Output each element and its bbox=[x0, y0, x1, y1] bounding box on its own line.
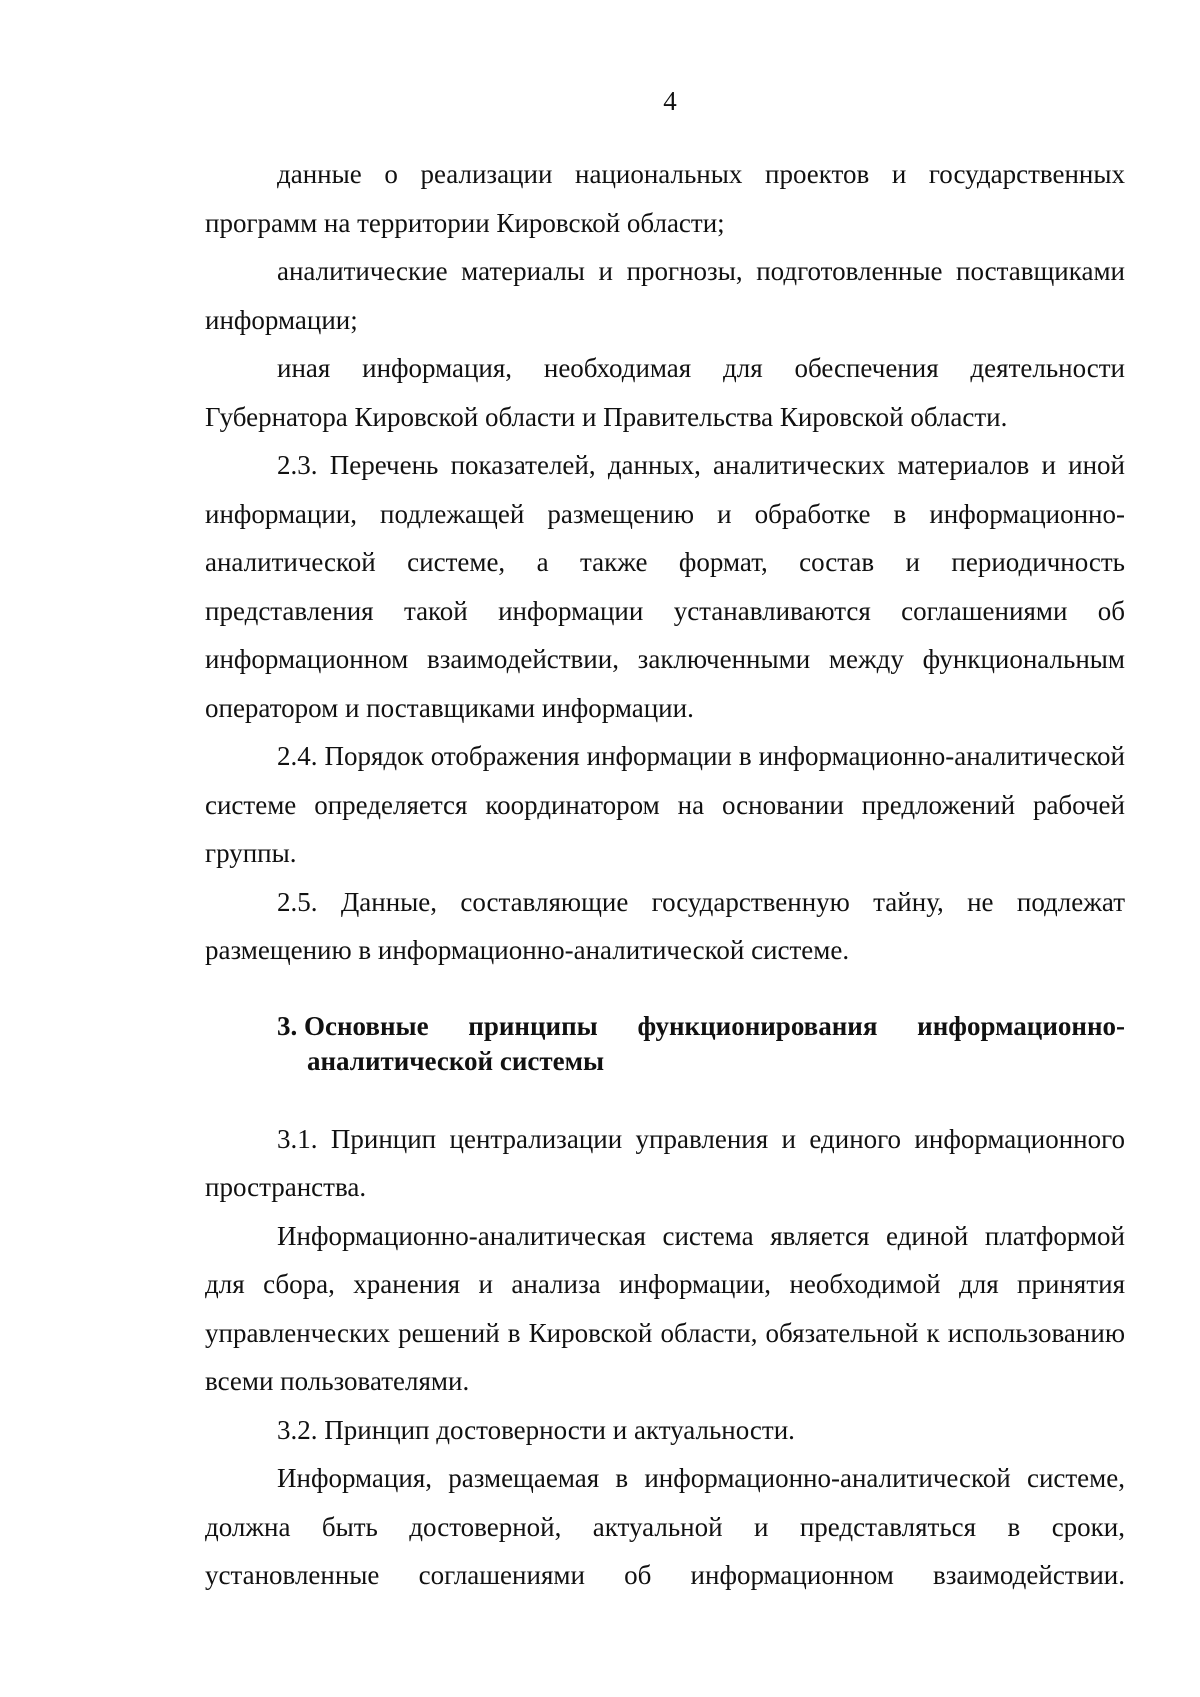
section-heading-word: функционирования bbox=[637, 1010, 878, 1041]
paragraph-3-1: 3.1. Принцип централизации управления и единого информационного пространства. bbox=[205, 1123, 1125, 1202]
section-heading bbox=[205, 1009, 1125, 1079]
paragraph: иная информация, необходимая для обеспечения деятельности Губернатора Кировской области и Правительства Кировской области. bbox=[205, 353, 1125, 432]
paragraph: аналитические материалы и прогнозы, подготовленные поставщиками информации; bbox=[205, 256, 1125, 335]
paragraph-3-2: 3.2. Принцип достоверности и актуальности. bbox=[277, 1414, 795, 1445]
section-heading-number: 3. bbox=[277, 1010, 298, 1041]
section-heading-word: информационно- bbox=[917, 1010, 1125, 1041]
section-heading-word: принципы bbox=[468, 1010, 598, 1041]
paragraph: данные о реализации национальных проектов и государственных программ на территории Кировской области; bbox=[205, 159, 1125, 238]
section-heading-line-2: аналитической системы bbox=[307, 1045, 605, 1076]
section-heading-line-1 bbox=[277, 1009, 1125, 1044]
paragraph: Информация, размещаемая в информационно-аналитической системе, должна быть достоверной, актуальной и представляться в сроки, установленные соглашениями об информационном взаимодействии. bbox=[205, 1463, 1125, 1590]
paragraph-2-5: 2.5. Данные, составляющие государственную тайну, не подлежат размещению в информационно-аналитической системе. bbox=[205, 886, 1125, 965]
document-body bbox=[205, 150, 1125, 1600]
paragraph-2-3: 2.3. Перечень показателей, данных, аналитических материалов и иной информации, подлежащей размещению и обработке в информационно-аналитической системе, а также формат, состав и периодичность представления такой информации устанавливаются соглашениями об информационном взаимодействии, заключенными между функциональным оператором и поставщиками информации. bbox=[205, 450, 1125, 723]
paragraph: Информационно-аналитическая система является единой платформой для сбора, хранения и анализа информации, необходимой для принятия управленческих решений в Кировской области, обязательной к использованию всеми пользователями. bbox=[205, 1220, 1125, 1396]
section-heading-word: Основные bbox=[304, 1010, 429, 1041]
paragraph-2-4: 2.4. Порядок отображения информации в информационно-аналитической системе определяется координатором на основании предложений рабочей группы. bbox=[205, 741, 1125, 868]
page-number: 4 bbox=[663, 86, 677, 116]
